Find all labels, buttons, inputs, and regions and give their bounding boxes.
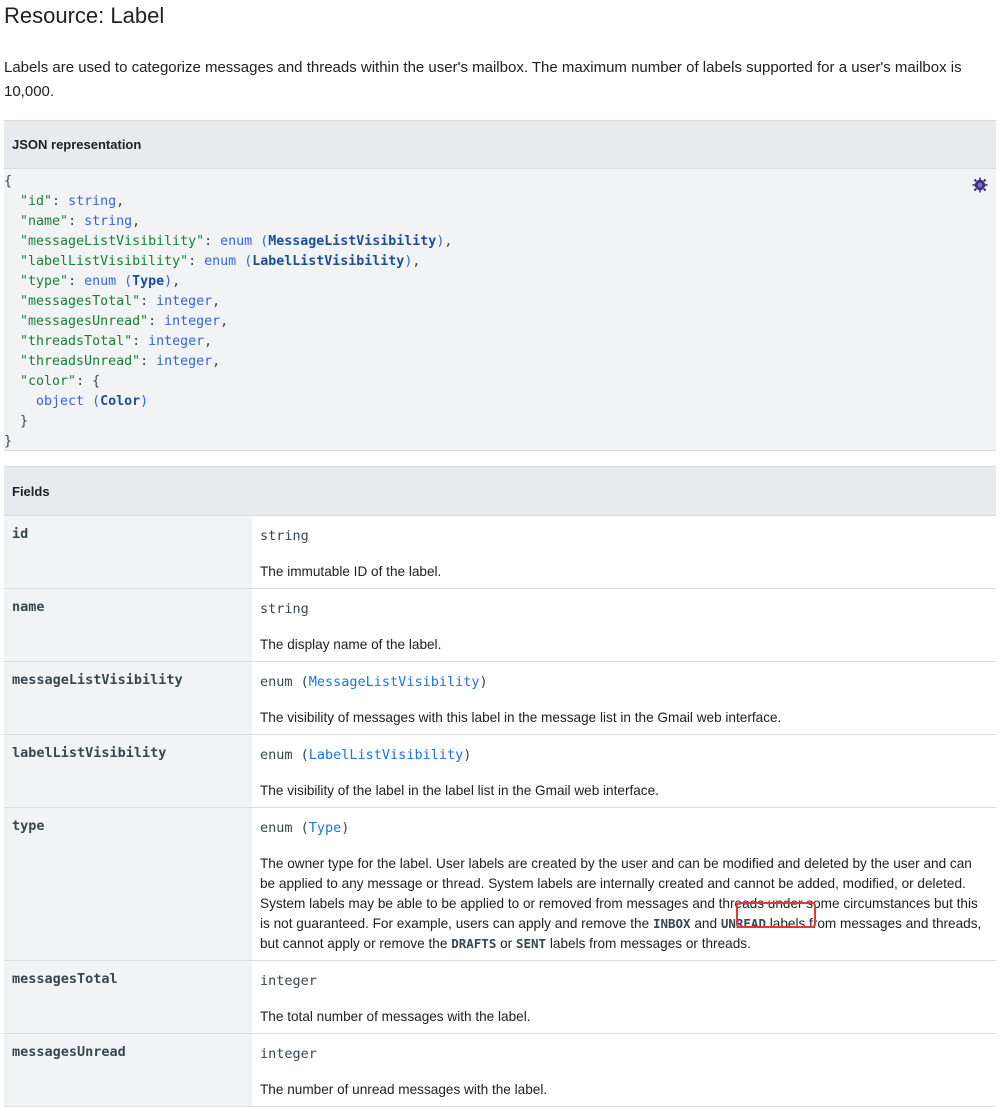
code-punctuation: ,	[116, 194, 125, 209]
code-punctuation: : {	[76, 374, 101, 389]
code-punctuation	[4, 314, 20, 329]
code-type: integer	[156, 354, 213, 369]
field-text: The display name of the label.	[260, 637, 442, 652]
code-punctuation	[4, 334, 20, 349]
field-type-link[interactable]: LabelListVisibility	[308, 747, 464, 763]
code-type: string	[84, 214, 133, 229]
field-name: name	[4, 589, 252, 661]
code-key: "messageListVisibility"	[20, 234, 205, 249]
code-paren: (	[116, 274, 133, 289]
text-run: and	[690, 916, 721, 931]
json-representation	[4, 120, 996, 451]
code-type-link[interactable]: Color	[100, 394, 141, 409]
field-name: type	[4, 808, 252, 960]
table-row	[4, 808, 996, 961]
code-punctuation: ,	[220, 314, 229, 329]
field-text: The visibility of messages with this label in the message list in the Gmail web interface.	[260, 710, 782, 725]
field-name: messagesTotal	[4, 961, 252, 1033]
table-row	[4, 662, 996, 735]
code-line	[4, 372, 996, 392]
code-punctuation: :	[140, 354, 157, 369]
code-type: enum	[204, 254, 237, 269]
code-line	[4, 232, 996, 252]
code-punctuation: ,	[212, 354, 221, 369]
code-line	[4, 332, 996, 352]
field-description	[252, 662, 996, 734]
inline-code: SENT	[515, 936, 547, 951]
code-key: "name"	[20, 214, 69, 229]
field-type: enum (LabelListVisibility)	[260, 747, 472, 763]
code-type: object	[36, 394, 85, 409]
code-type: integer	[148, 334, 205, 349]
code-punctuation	[4, 294, 20, 309]
code-line	[4, 292, 996, 312]
table-row	[4, 516, 996, 589]
field-text: The total number of messages with the label.	[260, 1009, 531, 1024]
inline-code: INBOX	[652, 916, 691, 931]
field-name: id	[4, 516, 252, 588]
code-punctuation: ,	[212, 294, 221, 309]
field-name: labelListVisibility	[4, 735, 252, 807]
code-punctuation	[4, 394, 36, 409]
code-type: string	[68, 194, 117, 209]
field-type: string	[260, 528, 309, 544]
code-paren: )	[404, 254, 413, 269]
code-key: "messagesUnread"	[20, 314, 149, 329]
field-type: integer	[260, 1046, 317, 1062]
code-key: "color"	[20, 374, 77, 389]
code-key: "type"	[20, 274, 69, 289]
json-header: JSON representation	[4, 121, 996, 169]
table-row	[4, 735, 996, 808]
field-description	[252, 589, 996, 661]
intro-paragraph: Labels are used to categorize messages and threads within the user's mailbox. The maximum number of labels supported for a user's mailbox is 10,000.	[4, 59, 962, 100]
code-punctuation: :	[204, 234, 221, 249]
code-punctuation: }	[4, 414, 29, 429]
code-type: integer	[164, 314, 221, 329]
code-line	[4, 272, 996, 292]
code-punctuation	[4, 214, 20, 229]
code-line	[4, 432, 996, 452]
code-key: "messagesTotal"	[20, 294, 141, 309]
field-type: integer	[260, 973, 317, 989]
code-key: "threadsTotal"	[20, 334, 133, 349]
inline-code: UNREAD	[720, 916, 766, 931]
code-punctuation: ,	[204, 334, 213, 349]
table-row	[4, 589, 996, 662]
code-line	[4, 192, 996, 212]
code-punctuation	[4, 254, 20, 269]
code-key: "threadsUnread"	[20, 354, 141, 369]
field-description	[252, 1034, 996, 1106]
field-description	[252, 961, 996, 1033]
code-type-link[interactable]: LabelListVisibility	[252, 254, 405, 269]
code-paren: )	[140, 394, 149, 409]
code-line	[4, 172, 996, 192]
field-type: string	[260, 601, 309, 617]
code-punctuation: :	[148, 314, 165, 329]
code-paren: )	[436, 234, 445, 249]
fields-table	[4, 466, 996, 1107]
theme-toggle-icon[interactable]	[972, 177, 988, 193]
field-description	[252, 516, 996, 588]
code-punctuation	[4, 274, 20, 289]
code-type: integer	[156, 294, 213, 309]
fields-header: Fields	[4, 467, 996, 516]
page-title: Resource: Label	[4, 3, 165, 28]
code-paren: )	[164, 274, 173, 289]
code-punctuation: :	[68, 214, 85, 229]
code-punctuation: :	[68, 274, 85, 289]
code-paren: (	[84, 394, 101, 409]
code-line	[4, 392, 996, 412]
text-run: or	[496, 936, 516, 951]
unread-highlight-box	[736, 902, 816, 928]
code-punctuation	[4, 374, 20, 389]
code-key: "id"	[20, 194, 53, 209]
code-punctuation: ,	[172, 274, 181, 289]
code-punctuation: {	[4, 174, 13, 189]
code-paren: (	[236, 254, 253, 269]
field-text: The visibility of the label in the label list in the Gmail web interface.	[260, 783, 659, 798]
field-name: messagesUnread	[4, 1034, 252, 1106]
code-key: "labelListVisibility"	[20, 254, 189, 269]
field-type: enum (MessageListVisibility)	[260, 674, 488, 690]
code-punctuation: :	[52, 194, 69, 209]
code-punctuation: ,	[412, 254, 421, 269]
code-punctuation: :	[132, 334, 149, 349]
code-type-link[interactable]: Type	[132, 274, 165, 289]
code-punctuation	[4, 194, 20, 209]
field-text	[260, 854, 988, 954]
code-punctuation: :	[140, 294, 157, 309]
table-row	[4, 1034, 996, 1107]
text-run: labels from messages and threads, but cannot apply or remove the	[260, 916, 982, 951]
field-type-link[interactable]: Type	[308, 820, 342, 836]
fields-rows	[4, 516, 996, 1107]
code-type: enum	[84, 274, 117, 289]
code-punctuation: }	[4, 434, 13, 449]
code-punctuation: ,	[444, 234, 453, 249]
json-code	[4, 169, 996, 452]
text-run: The owner type for the label. User labels are created by the user and can be modified and deleted by the user and can be applied to any message or thread. System labels are internally created and cannot be added, modified, or deleted. System labels may be able to be applied to or removed from messages and threads under some circumstances but this is not guaranteed. For example, users can apply and remove the	[260, 856, 978, 931]
table-row	[4, 961, 996, 1034]
code-line	[4, 312, 996, 332]
field-type: enum (Type)	[260, 820, 350, 836]
code-punctuation	[4, 234, 20, 249]
code-line	[4, 212, 996, 232]
code-type: enum	[220, 234, 253, 249]
field-text: The number of unread messages with the label.	[260, 1082, 548, 1097]
code-punctuation: ,	[132, 214, 141, 229]
field-description	[252, 735, 996, 807]
code-type-link[interactable]: MessageListVisibility	[268, 234, 437, 249]
field-text: The immutable ID of the label.	[260, 564, 442, 579]
field-description	[252, 808, 996, 960]
code-line	[4, 412, 996, 432]
code-punctuation	[4, 354, 20, 369]
field-name: messageListVisibility	[4, 662, 252, 734]
code-line	[4, 352, 996, 372]
code-paren: (	[252, 234, 269, 249]
field-type-link[interactable]: MessageListVisibility	[308, 674, 480, 690]
code-punctuation: :	[188, 254, 205, 269]
text-run: labels from messages or threads.	[546, 936, 751, 951]
inline-code: DRAFTS	[451, 936, 497, 951]
code-line	[4, 252, 996, 272]
json-code-area	[4, 169, 996, 452]
